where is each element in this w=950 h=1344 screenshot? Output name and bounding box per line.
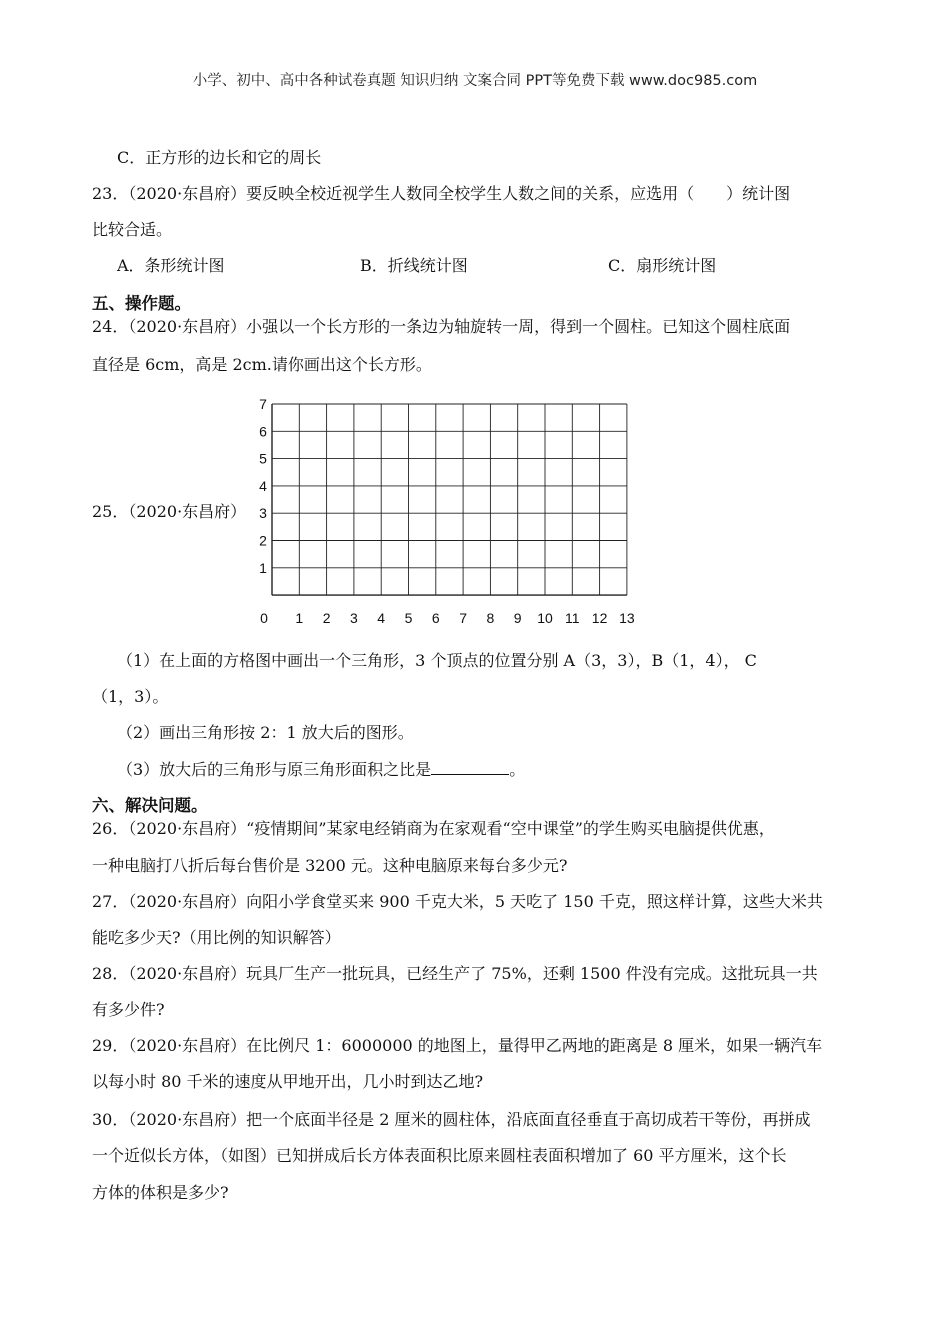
q25-sub3 [117, 757, 525, 780]
x-tick-label: 13 [619, 610, 635, 623]
q25-sub1-line2: （1，3）。 [92, 687, 169, 706]
grid-svg [248, 393, 648, 623]
q29-line2: 以每小时 80 千米的速度从甲地开出，几小时到达乙地? [92, 1072, 484, 1091]
coordinate-grid[interactable] [248, 393, 648, 627]
page-header: 小学、初中、高中各种试卷真题 知识归纳 文案合同 PPT等免费下载 www.doc985.com [192, 73, 758, 89]
q25-sub1-line1: （1）在上面的方格图中画出一个三角形，3 个顶点的位置分别 A（3，3），B（1，4）， C [117, 651, 757, 670]
q25-sub3-end: 。 [509, 760, 526, 779]
q27-line1: 27．（2020·东昌府）向阳小学食堂买来 900 千克大米，5 天吃了 150 千克，照这样计算，这些大米共 [92, 892, 823, 911]
answer-blank[interactable] [431, 760, 509, 775]
x-tick-label: 2 [322, 610, 331, 623]
x-tick-label: 1 [295, 610, 304, 623]
y-tick-label: 6 [259, 423, 267, 440]
x-tick-label: 4 [377, 610, 386, 623]
q22-option-c: C．正方形的边长和它的周长 [117, 148, 322, 167]
section-5-title: 五、操作题。 [92, 294, 191, 313]
q30-line1: 30．（2020·东昌府）把一个底面半径是 2 厘米的圆柱体，沿底面直径垂直于高切成若干等份，再拼成 [92, 1110, 811, 1129]
x-tick-label: 8 [486, 610, 495, 623]
y-tick-label: 7 [259, 396, 267, 412]
q25-label: 25．（2020·东昌府） [92, 502, 247, 521]
x-tick-label: 11 [565, 610, 580, 623]
y-tick-label: 3 [259, 505, 267, 522]
q23-option-b: B．折线统计图 [360, 256, 468, 275]
y-tick-label: 4 [259, 477, 267, 494]
q29-line1: 29．（2020·东昌府）在比例尺 1：6000000 的地图上，量得甲乙两地的距离是 8 厘米，如果一辆汽车 [92, 1036, 823, 1055]
x-tick-label: 6 [431, 610, 440, 623]
x-tick-label: 10 [537, 610, 553, 623]
x-tick-label: 3 [350, 610, 358, 623]
q24-line2: 直径是 6cm，高是 2cm.请你画出这个长方形。 [92, 355, 432, 374]
x-tick-label: 5 [404, 610, 413, 623]
x-tick-label: 0 [260, 610, 268, 623]
x-tick-label: 12 [591, 610, 608, 623]
q23-line1: 23．（2020·东昌府）要反映全校近视学生人数同全校学生人数之间的关系，应选用（ ）统计图 [92, 184, 791, 203]
y-tick-label: 5 [259, 450, 267, 467]
q30-line3: 方体的体积是多少? [92, 1183, 229, 1202]
q24-line1: 24．（2020·东昌府）小强以一个长方形的一条边为轴旋转一周，得到一个圆柱。已知这个圆柱底面 [92, 317, 791, 336]
q23-option-a: A．条形统计图 [117, 256, 225, 275]
x-tick-label: 7 [459, 610, 467, 623]
q27-line2: 能吃多少天?（用比例的知识解答） [92, 928, 341, 947]
y-tick-label: 1 [259, 559, 267, 576]
q28-line1: 28．（2020·东昌府）玩具厂生产一批玩具，已经生产了 75%，还剩 1500 件没有完成。这批玩具一共 [92, 964, 818, 983]
q26-line1: 26．（2020·东昌府）“疫情期间”某家电经销商为在家观看“空中课堂”的学生购买电脑提供优惠， [92, 819, 775, 838]
q26-line2: 一种电脑打八折后每台售价是 3200 元。这种电脑原来每台多少元? [92, 856, 568, 875]
section-6-title: 六、解决问题。 [92, 796, 208, 815]
q28-line2: 有多少件? [92, 1000, 165, 1019]
q25-sub2: （2）画出三角形按 2：1 放大后的图形。 [117, 723, 414, 742]
y-tick-label: 2 [259, 532, 267, 549]
q23-option-c: C．扇形统计图 [608, 256, 717, 275]
q25-sub3-text: （3）放大后的三角形与原三角形面积之比是 [117, 760, 432, 779]
q23-line2: 比较合适。 [92, 220, 173, 239]
x-tick-label: 9 [513, 610, 522, 623]
q30-line2: 一个近似长方体，（如图）已知拼成后长方体表面积比原来圆柱表面积增加了 60 平方厘米，这个长 [92, 1146, 787, 1165]
